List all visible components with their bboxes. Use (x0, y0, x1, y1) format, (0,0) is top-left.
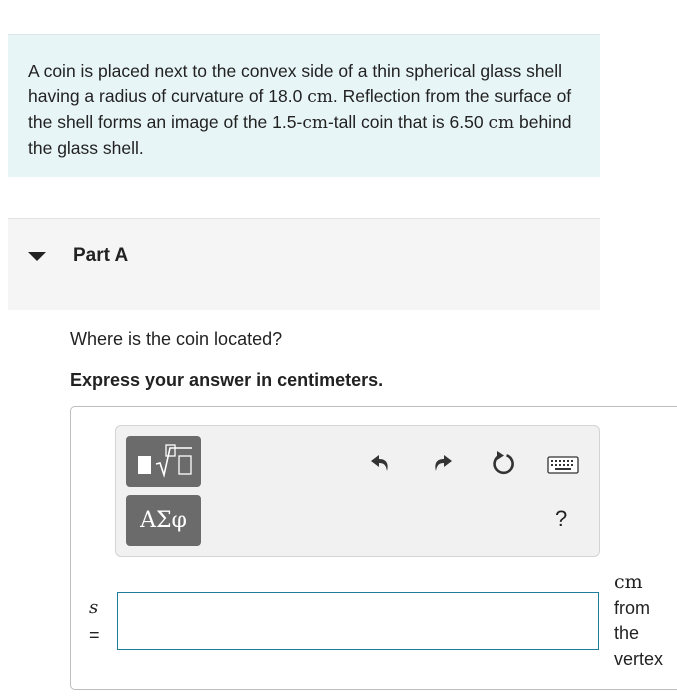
answer-panel (70, 406, 677, 690)
redo-icon[interactable] (429, 450, 455, 476)
problem-text-2: . Reflection from the surface of the shell forms an image of the 1.5- (28, 86, 572, 132)
problem-text-3: -tall coin that is 6.50 (327, 112, 489, 132)
answer-variable: s (89, 597, 99, 618)
problem-unit-2: cm (302, 113, 328, 133)
collapse-caret-icon[interactable] (28, 252, 46, 261)
problem-text-1: A coin is placed next to the convex side of a thin spherical glass shell having a radius of curvature of 18.0 (28, 61, 563, 106)
help-button[interactable]: ? (555, 506, 568, 531)
part-a-header[interactable] (8, 218, 600, 310)
templates-button[interactable] (126, 436, 201, 487)
reset-icon[interactable] (490, 449, 518, 477)
math-toolbar (115, 425, 600, 557)
question-text: Where is the coin located? (70, 329, 283, 349)
greek-symbols-label: ΑΣφ (140, 508, 187, 533)
problem-text-4: behind the glass shell. (28, 112, 572, 158)
greek-symbols-button[interactable] (126, 495, 201, 546)
answer-instruction: Express your answer in centimeters. (70, 370, 384, 390)
undo-icon[interactable] (368, 450, 394, 476)
answer-input[interactable] (117, 592, 599, 650)
unit-cm: cm (614, 571, 643, 593)
templates-icon (126, 436, 201, 487)
part-title: Part A (73, 245, 129, 266)
problem-statement (8, 34, 600, 177)
keyboard-icon[interactable] (547, 455, 579, 475)
equals-sign: = (89, 625, 100, 645)
answer-units (614, 570, 663, 672)
unit-line-vertex: vertex (614, 648, 664, 669)
unit-line-the: the (614, 623, 640, 643)
problem-unit-3: cm (488, 113, 515, 133)
unit-line-from: from (614, 597, 650, 618)
problem-unit-1: cm (307, 87, 333, 107)
